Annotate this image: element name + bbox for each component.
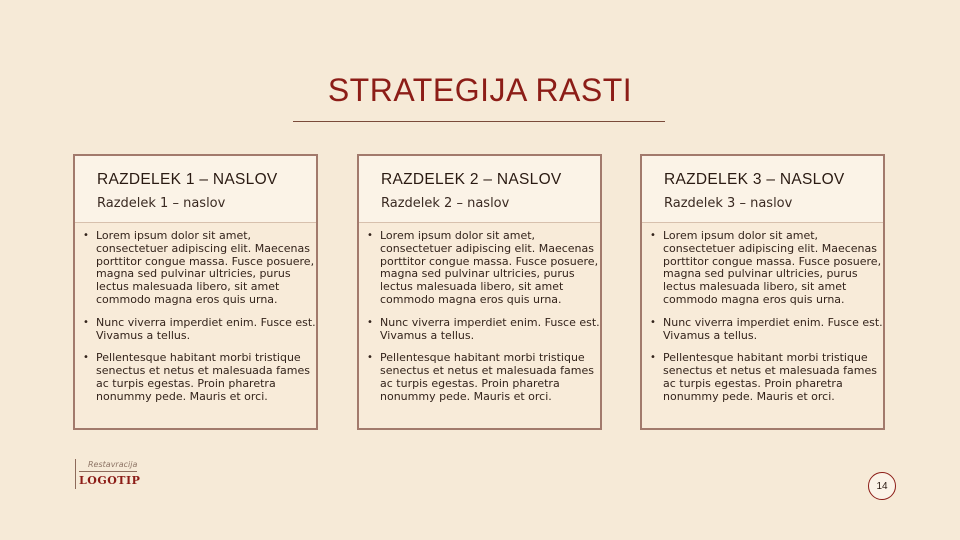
logo-divider-vertical (75, 459, 76, 489)
bullet-item (365, 317, 601, 343)
bullet-text: Nunc viverra imperdiet enim. Fusce est. Vivamus a tellus. (380, 315, 600, 342)
section-bullet-list (648, 230, 884, 414)
section-card-2 (357, 154, 602, 430)
bullet-item (81, 230, 317, 307)
bullet-text: Lorem ipsum dolor sit amet, consectetuer adipiscing elit. Maecenas porttitor congue massa. Fusce posuere, magna sed pulvinar ultricies, purus lectus malesuada libero, sit amet commodo magna eros quis urna. (96, 229, 315, 306)
section-card-header (642, 156, 883, 223)
bullet-icon: • (650, 316, 656, 328)
bullet-item (648, 317, 884, 343)
section-heading: RAZDELEK 1 – NASLOV (97, 171, 278, 188)
slide-title: STRATEGIJA RASTI (327, 72, 633, 108)
bullet-text: Pellentesque habitant morbi tristique senectus et netus et malesuada fames ac turpis egestas. Proin pharetra nonummy pede. Mauris et orci. (380, 351, 594, 403)
bullet-text: Lorem ipsum dolor sit amet, consectetuer adipiscing elit. Maecenas porttitor congue massa. Fusce posuere, magna sed pulvinar ultricies, purus lectus malesuada libero, sit amet commodo magna eros quis urna. (663, 229, 882, 306)
bullet-icon: • (83, 352, 89, 364)
bullet-item (648, 352, 884, 403)
section-bullet-list (81, 230, 317, 414)
bullet-icon: • (83, 230, 89, 241)
logo-divider-horizontal (79, 471, 137, 472)
bullet-item (81, 352, 317, 403)
page-number-badge: 14 (868, 472, 896, 500)
section-card-3 (640, 154, 885, 430)
section-card-1 (73, 154, 318, 430)
bullet-icon: • (83, 316, 89, 328)
bullet-text: Lorem ipsum dolor sit amet, consectetuer adipiscing elit. Maecenas porttitor congue massa. Fusce posuere, magna sed pulvinar ultricies, purus lectus malesuada libero, sit amet commodo magna eros quis urna. (380, 229, 599, 306)
section-bullet-list (365, 230, 601, 414)
bullet-text: Nunc viverra imperdiet enim. Fusce est. Vivamus a tellus. (663, 315, 883, 342)
bullet-item (648, 230, 884, 307)
section-heading: RAZDELEK 2 – NASLOV (381, 171, 562, 188)
bullet-icon: • (367, 316, 373, 328)
bullet-icon: • (650, 230, 656, 241)
section-subheading: Razdelek 1 – naslov (97, 196, 226, 211)
bullet-text: Nunc viverra imperdiet enim. Fusce est. Vivamus a tellus. (96, 315, 316, 342)
section-card-header (359, 156, 600, 223)
section-heading: RAZDELEK 3 – NASLOV (664, 171, 845, 188)
section-subheading: Razdelek 3 – naslov (664, 196, 793, 211)
bullet-item (365, 352, 601, 403)
section-card-header (75, 156, 316, 223)
bullet-item (81, 317, 317, 343)
logo: LOGOTIP (79, 474, 141, 487)
bullet-icon: • (367, 352, 373, 364)
section-subheading: Razdelek 2 – naslov (381, 196, 510, 211)
bullet-icon: • (650, 352, 656, 364)
title-divider (293, 121, 665, 122)
bullet-item (365, 230, 601, 307)
logo-tagline: Restavracija (88, 460, 138, 469)
bullet-text: Pellentesque habitant morbi tristique senectus et netus et malesuada fames ac turpis egestas. Proin pharetra nonummy pede. Mauris et orci. (663, 351, 877, 403)
bullet-text: Pellentesque habitant morbi tristique senectus et netus et malesuada fames ac turpis egestas. Proin pharetra nonummy pede. Mauris et orci. (96, 351, 310, 403)
bullet-icon: • (367, 230, 373, 241)
